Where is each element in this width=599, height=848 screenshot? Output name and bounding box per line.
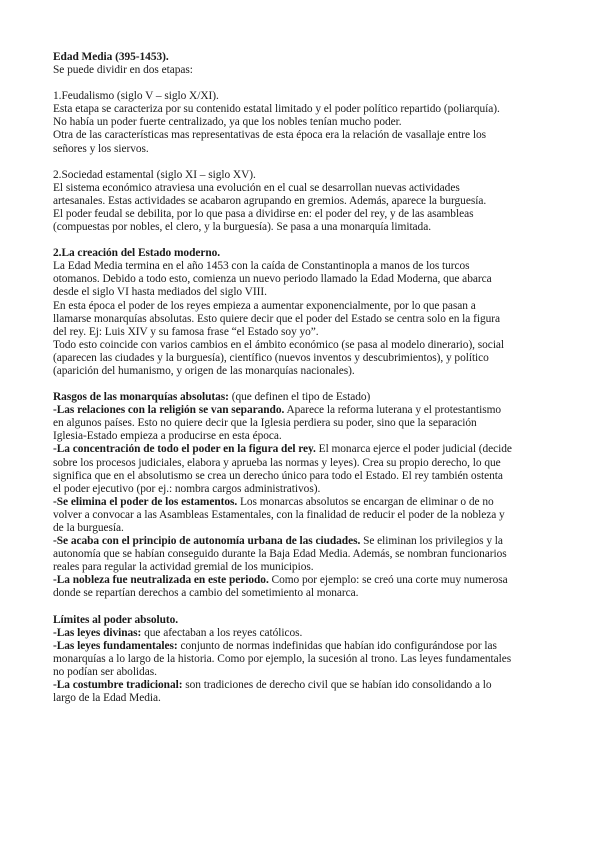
doc-intro: Se puede dividir en dos etapas: xyxy=(53,64,193,77)
section-heading: 1.Feudalismo (siglo V – siglo X/XI). xyxy=(53,90,219,103)
text-line: Otra de las características mas representativas de esta época era la relación de vasallaje entre los xyxy=(53,129,486,142)
list-item-lead: -Se acaba con el principio de autonomía urbana de las ciudades. Se eliminan los privilegios y la xyxy=(53,535,503,548)
section-sociedad-estamental xyxy=(53,169,553,234)
text-line: El sistema económico atraviesa una evolución en el cual se desarrollan nuevas actividades xyxy=(53,181,460,194)
section-feudalismo xyxy=(53,90,553,155)
list-item-lead: -La nobleza fue neutralizada en este periodo. Como por ejemplo: se creó una corte muy numerosa xyxy=(53,574,508,587)
text-line: del rey. Ej: Luis XIV y su famosa frase “el Estado soy yo”. xyxy=(53,325,319,338)
text-line: monarquías a lo largo de la historia. Como por ejemplo, la sucesión al trono. Las leyes fundamentales xyxy=(53,652,512,665)
section-heading: 2.La creación del Estado moderno. xyxy=(53,247,221,260)
list-item-lead: -Las leyes fundamentales: conjunto de normas indefinidas que habían ido configurándose por las xyxy=(53,639,497,652)
document-page xyxy=(53,51,553,705)
text-line: reales para regular la actividad gremial de los municipios. xyxy=(53,561,314,574)
text-line: Iglesia-Estado empieza a producirse en esta época. xyxy=(53,430,282,443)
text-line: artesanales. Estas actividades se acabaron agrupando en gremios. Además, aparece la burguesía. xyxy=(53,194,487,207)
list-item-lead: -La costumbre tradicional: son tradiciones de derecho civil que se habían ido consolidando a lo xyxy=(53,679,492,692)
text-line: significa que en el absolutismo se crea un derecho único para todo el Estado. El rey también ostenta xyxy=(53,469,503,482)
text-line: (aparecen las ciudades y la burguesía), científico (nuevos inventos y descubrimientos), y político xyxy=(53,351,489,364)
text-line: en algunos países. Esto no quiere decir que la Iglesia perdiera su poder, sino que la separación xyxy=(53,417,477,430)
text-line: En esta época el poder de los reyes empieza a aumentar exponencialmente, por lo que pasan a xyxy=(53,299,476,312)
text-line: volver a convocar a las Asambleas Estamentales, con la finalidad de reducir el poder de la nobleza y xyxy=(53,508,505,521)
text-line: donde se repartían derechos a cambio del sometimiento al monarca. xyxy=(53,587,359,600)
text-line: Esta etapa se caracteriza por su contenido estatal limitado y el poder político repartido (poliarquía). xyxy=(53,103,500,116)
text-line: El poder feudal se debilita, por lo que pasa a dividirse en: el poder del rey, y de las asambleas xyxy=(53,207,474,220)
text-line: no podían ser abolidas. xyxy=(53,665,157,678)
text-line: desde el siglo VI hasta mediados del siglo VIII. xyxy=(53,286,267,299)
text-line: llamarse monarquías absolutas. Esto quiere decir que el poder del Estado se centra solo en la figura xyxy=(53,312,500,325)
section-heading: Límites al poder absoluto. xyxy=(53,613,179,626)
text-line: La Edad Media termina en el año 1453 con la caída de Constantinopla a manos de los turcos xyxy=(53,260,470,273)
section-heading: 2.Sociedad estamental (siglo XI – siglo XV). xyxy=(53,168,256,181)
text-line: autonomía que se habían conseguido durante la Baja Edad Media. Además, se nombran funcionarios xyxy=(53,548,507,561)
list-item-lead: -Las relaciones con la religión se van separando. Aparece la reforma luterana y el protestantismo xyxy=(53,404,502,417)
text-line: (compuestas por nobles, el clero, y la burguesía). Se pasa a una monarquía limitada. xyxy=(53,221,432,234)
doc-title: Edad Media (395-1453). xyxy=(53,51,169,63)
section-rasgos xyxy=(53,391,553,601)
list-item-lead: -Las leyes divinas: que afectaban a los reyes católicos. xyxy=(53,626,303,639)
text-line: señores y los siervos. xyxy=(53,142,149,155)
list-item-lead: -Se elimina el poder de los estamentos. Los monarcas absolutos se encargan de eliminar o de no xyxy=(53,495,494,508)
section-limites xyxy=(53,614,553,706)
section-heading: Rasgos de las monarquías absolutas: (que definen el tipo de Estado) xyxy=(53,391,371,404)
text-line: otomanos. Debido a todo esto, comienza un nuevo periodo llamado la Edad Moderna, que abarca xyxy=(53,273,492,286)
section-estado-moderno xyxy=(53,247,553,378)
text-line: largo de la Edad Media. xyxy=(53,692,161,705)
text-line: No había un poder fuerte centralizado, ya que los nobles tenían mucho poder. xyxy=(53,116,402,129)
text-line: (aparición del humanismo, y origen de las monarquías nacionales). xyxy=(53,364,355,377)
text-line: sobre los procesos judiciales, elabora y aprueba las normas y leyes). Crea su propio derecho, lo que xyxy=(53,456,501,469)
text-line: de la burguesía. xyxy=(53,522,124,534)
list-item-lead: -La concentración de todo el poder en la figura del rey. El monarca ejerce el poder judicial (decide xyxy=(53,443,512,456)
text-line: el poder ejecutivo (por ej.: nombra cargos administrativos). xyxy=(53,482,321,495)
text-line: Todo esto coincide con varios cambios en el ámbito económico (se pasa al modelo dinerario), social xyxy=(53,338,505,351)
